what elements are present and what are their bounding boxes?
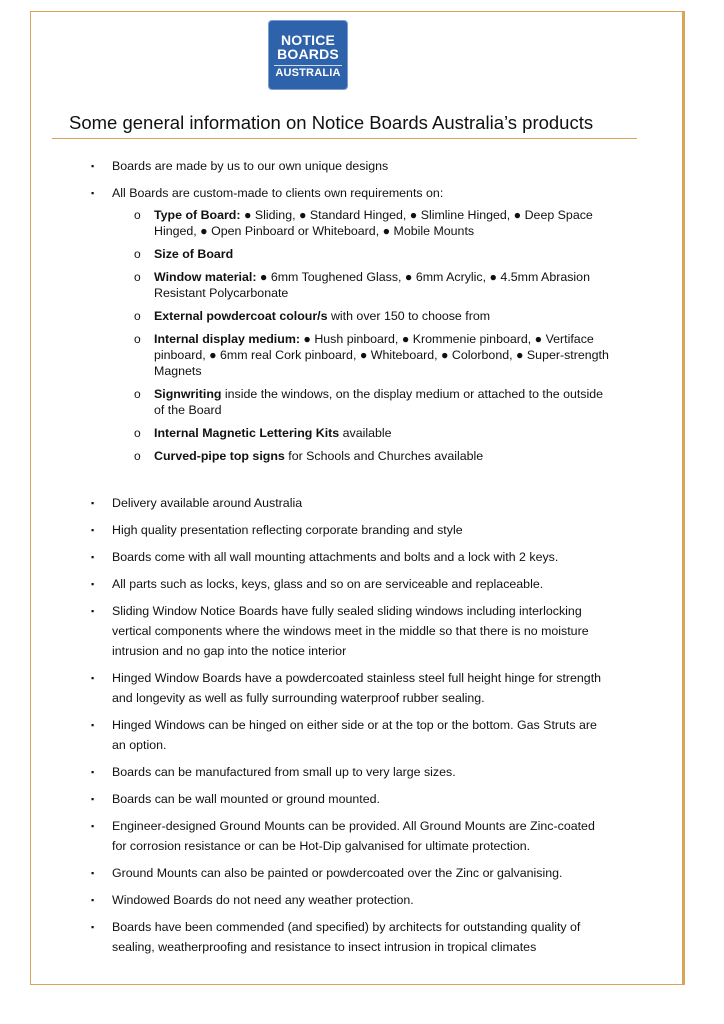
requirement-label: External powdercoat colour/s: [154, 309, 328, 323]
logo-line-2: BOARDS: [277, 46, 339, 63]
list-item-text: Hinged Windows can be hinged on either side or at the top or the bottom. Gas Struts are an option.: [112, 718, 597, 752]
requirements-list: [112, 207, 610, 464]
document-body: [90, 156, 610, 964]
requirement-text: for Schools and Churches available: [284, 449, 484, 463]
square-bullet-icon: ▪: [91, 673, 95, 683]
circle-bullet-icon: o: [134, 309, 141, 323]
list-item: [90, 890, 610, 910]
sub-list-item: [112, 207, 610, 239]
square-bullet-icon: ▪: [91, 720, 95, 730]
list-item: [90, 601, 610, 661]
circle-bullet-icon: o: [134, 270, 141, 284]
list-item: [90, 863, 610, 883]
list-item-text: Hinged Window Boards have a powdercoated stainless steel full height hinge for strength and longevity as well as fully surrounding waterproof rubber sealing.: [112, 671, 602, 705]
square-bullet-icon: ▪: [91, 868, 95, 878]
list-item: [90, 789, 610, 809]
list-item: [90, 574, 610, 594]
square-bullet-icon: ▪: [91, 161, 95, 171]
company-logo: [269, 21, 347, 89]
requirement-label: Internal display medium:: [154, 332, 300, 346]
logo-line-3: AUSTRALIA: [275, 66, 341, 79]
title-underline: [52, 138, 637, 139]
list-item-text: Windowed Boards do not need any weather protection.: [112, 893, 414, 907]
square-bullet-icon: ▪: [91, 606, 95, 616]
square-bullet-icon: ▪: [91, 552, 95, 562]
section-gap: [90, 471, 610, 493]
requirement-label: Type of Board:: [154, 208, 241, 222]
logo-line-1: NOTICE: [280, 31, 336, 48]
list-item-text: Sliding Window Notice Boards have fully sealed sliding windows including interlocking vertical components where the windows meet in the middle so that there is no moisture intrusion and no gap into the notice interior: [112, 604, 589, 658]
requirement-text: ● Hush pinboard, ● Krommenie pinboard, ● Vertiface pinboard, ● 6mm real Cork pinboard, ● Whiteboard, ● Colorbond, ● Super-strength Magnets: [154, 332, 609, 378]
list-item: [90, 762, 610, 782]
list-item: [90, 917, 610, 957]
sub-list-item: [112, 448, 610, 464]
list-item: [90, 547, 610, 567]
circle-bullet-icon: o: [134, 247, 141, 261]
square-bullet-icon: ▪: [91, 525, 95, 535]
list-item-text: High quality presentation reflecting corporate branding and style: [112, 523, 463, 537]
circle-bullet-icon: o: [134, 387, 141, 401]
sub-list-item: [112, 331, 610, 379]
requirement-text: inside the windows, on the display medium or attached to the outside of the Board: [154, 387, 604, 417]
requirement-text: ● Sliding, ● Standard Hinged, ● Slimline Hinged, ● Deep Space Hinged, ● Open Pinboard or Whiteboard, ● Mobile Mounts: [154, 208, 593, 238]
list-item: [90, 668, 610, 708]
list-item: [90, 493, 610, 513]
list-item: [90, 715, 610, 755]
list-item: [90, 816, 610, 856]
requirement-text: available: [339, 426, 392, 440]
square-bullet-icon: ▪: [91, 498, 95, 508]
circle-bullet-icon: o: [134, 332, 141, 346]
list-item-text: Delivery available around Australia: [112, 496, 303, 510]
circle-bullet-icon: o: [134, 426, 141, 440]
list-item-text: All parts such as locks, keys, glass and so on are serviceable and replaceable.: [112, 577, 544, 591]
sub-list-item: [112, 308, 610, 324]
list-item-text: All Boards are custom-made to clients own requirements on:: [112, 186, 444, 200]
sub-list-item: [112, 269, 610, 301]
requirement-label: Internal Magnetic Lettering Kits: [154, 426, 340, 440]
list-item: [90, 183, 610, 464]
square-bullet-icon: ▪: [91, 794, 95, 804]
square-bullet-icon: ▪: [91, 188, 95, 198]
list-item-text: Boards are made by us to our own unique designs: [112, 159, 389, 173]
requirement-label: Signwriting: [154, 387, 222, 401]
list-item-text: Boards come with all wall mounting attachments and bolts and a lock with 2 keys.: [112, 550, 559, 564]
requirement-text: with over 150 to choose from: [327, 309, 491, 323]
list-item-text: Boards can be manufactured from small up to very large sizes.: [112, 765, 456, 779]
circle-bullet-icon: o: [134, 208, 141, 222]
page-title: Some general information on Notice Boards Australia’s products: [69, 112, 594, 133]
list-item: [90, 520, 610, 540]
sub-list-item: [112, 386, 610, 418]
square-bullet-icon: ▪: [91, 895, 95, 905]
list-item-text: Boards can be wall mounted or ground mounted.: [112, 792, 380, 806]
sub-list-item: [112, 425, 610, 441]
sub-list-item: [112, 246, 610, 262]
list-item-text: Ground Mounts can also be painted or powdercoated over the Zinc or galvanising.: [112, 866, 563, 880]
requirement-label: Curved-pipe top signs: [154, 449, 285, 463]
requirement-label: Window material:: [154, 270, 257, 284]
square-bullet-icon: ▪: [91, 821, 95, 831]
list-item-text: Engineer-designed Ground Mounts can be provided. All Ground Mounts are Zinc-coated for corrosion resistance or can be Hot-Dip galvanised for ultimate protection.: [112, 819, 595, 853]
square-bullet-icon: ▪: [91, 767, 95, 777]
requirement-label: Size of Board: [154, 247, 234, 261]
features-list: [90, 493, 610, 957]
list-item-text: Boards have been commended (and specified) by architects for outstanding quality of sealing, weatherproofing and resistance to insect intrusion in tropical climates: [112, 920, 581, 954]
square-bullet-icon: ▪: [91, 579, 95, 589]
list-item: [90, 156, 610, 176]
circle-bullet-icon: o: [134, 449, 141, 463]
square-bullet-icon: ▪: [91, 922, 95, 932]
requirement-text: ● 6mm Toughened Glass, ● 6mm Acrylic, ● 4.5mm Abrasion Resistant Polycarbonate: [154, 270, 590, 300]
intro-list: [90, 156, 610, 464]
